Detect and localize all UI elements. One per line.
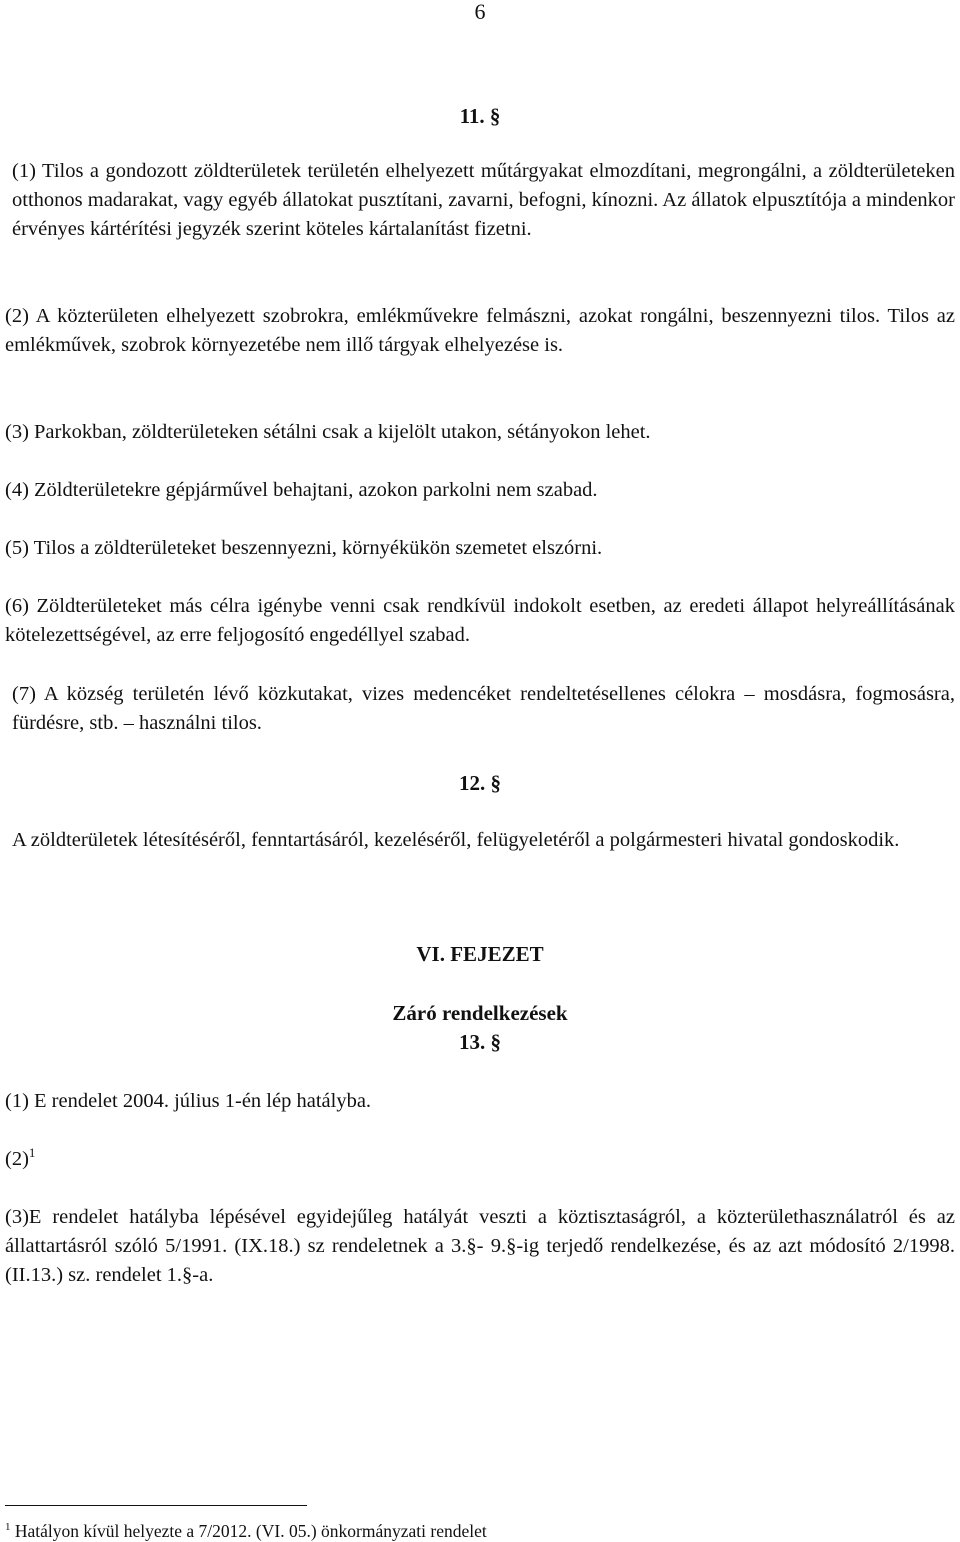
section-13-heading: 13. § [459, 1030, 501, 1054]
section-12-heading: 12. § [459, 771, 501, 795]
paragraph-11-3: (3) Parkokban, zöldterületeken sétálni csak a kijelölt utakon, sétányokon lehet. [5, 421, 651, 443]
page-number: 6 [474, 0, 486, 24]
section-11-heading: 11. § [459, 104, 501, 128]
paragraph-13-1: (1) E rendelet 2004. július 1-én lép hatályba. [5, 1090, 372, 1112]
paragraph-11-6: (6) Zöldterületeket más célra igénybe venni csak rendkívül indokolt esetben, az eredeti állapot helyreállításának kötelezettségével, az erre feljogosító engedéllyel szabad. [5, 595, 955, 646]
paragraph-13-3: (3)E rendelet hatályba lépésével egyidejűleg hatályát veszti a köztisztaságról, a közterülethasználatról és az állattartásról szóló 5/1991. (IX.18.) sz rendeletnek a 3.§- 9.§-ig terjedő rendelkezése, és az azt módosító 2/1998.(II.13.) sz. rendelet 1.§-a. [5, 1206, 955, 1286]
footnote-reference[interactable]: 1 [28, 1145, 36, 1160]
paragraph-11-2: (2) A közterületen elhelyezett szobrokra, emlékművekre felmászni, azokat rongálni, beszennyezni tilos. Tilos az emlékművek, szobrok környezetébe nem illő tárgyak elhelyezése is. [5, 305, 955, 356]
paragraph-11-5: (5) Tilos a zöldterületeket beszennyezni, környékükön szemetet elszórni. [5, 537, 603, 559]
footnote-marker: 1 [5, 1521, 11, 1533]
footnote [5, 1520, 487, 1542]
paragraph-13-2-label: (2) [5, 1148, 29, 1170]
paragraph-11-7: (7) A község területén lévő közkutakat, vizes medencéket rendeltetésellenes célokra – mosdásra, fogmosásra, fürdésre, stb. – használni tilos. [12, 683, 955, 734]
footnote-separator [5, 1505, 307, 1506]
paragraph-11-1: (1) Tilos a gondozott zöldterületek területén elhelyezett műtárgyakat elmozdítani, megrongálni, a zöldterületeken otthonos madarakat, vagy egyéb állatokat pusztítani, zavarni, befogni, kínozni. Az állatok elpusztítója a mindenkor érvényes kártérítési jegyzék szerint köteles kártalanítást fizetni. [12, 160, 955, 240]
chapter-title: Záró rendelkezések [392, 1001, 568, 1025]
footnote-text: Hatályon kívül helyezte a 7/2012. (VI. 05.) önkormányzati rendelet [14, 1521, 487, 1541]
paragraph-12: A zöldterületek létesítéséről, fenntartásáról, kezeléséről, felügyeletéről a polgármesteri hivatal gondoskodik. [12, 829, 900, 851]
chapter-number: VI. FEJEZET [416, 942, 544, 966]
paragraph-11-4: (4) Zöldterületekre gépjárművel behajtani, azokon parkolni nem szabad. [5, 479, 598, 501]
paragraph-13-2 [5, 1145, 955, 1174]
